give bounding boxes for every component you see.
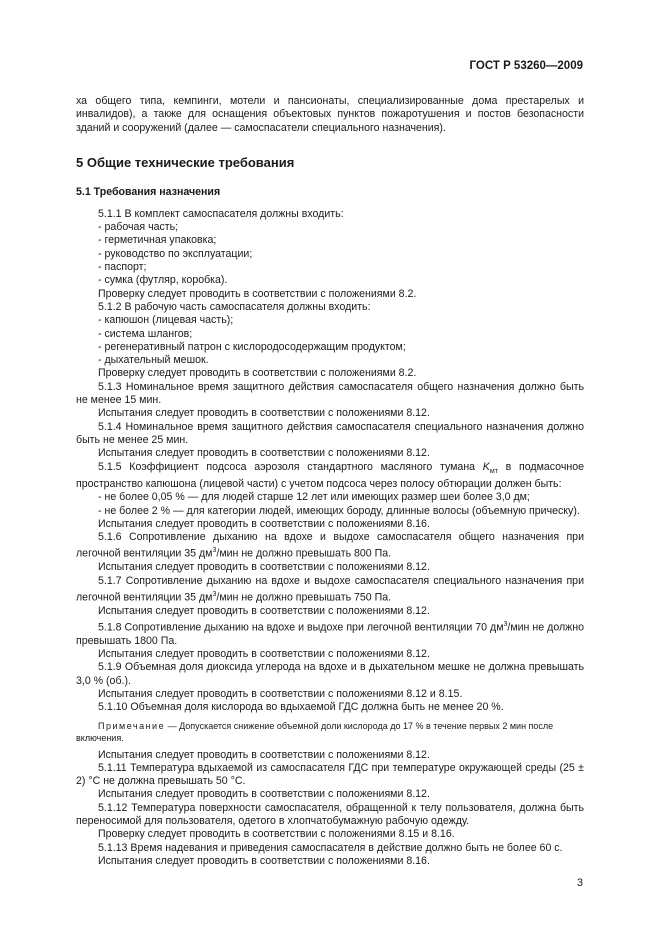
items-line: Проверку следует проводить в соответствии с положениями 8.2. (98, 367, 417, 380)
items-line: - паспорт; (98, 261, 147, 274)
items-line: - система шлангов; (98, 327, 193, 340)
items-line: 5.1.1 В комплект самоспасателя должны входить: (98, 207, 344, 220)
clause-5-1-7-test: Испытания следует проводить в соответствии с положениями 8.12. (98, 604, 430, 617)
items-line: - регенеративный патрон с кислородосодержащим продуктом; (98, 340, 406, 353)
clause-5-1-6-test: Испытания следует проводить в соответствии с положениями 8.12. (98, 561, 430, 574)
items-line: - герметичная упаковка; (98, 234, 217, 247)
items4-line: Испытания следует проводить в соответствии с положениями 8.12. (98, 788, 430, 801)
clauses-list-4 (76, 749, 584, 869)
items4-line: 5.1.13 Время надевания и приведения самоспасателя в действие должно быть не более 60 с. (98, 841, 563, 854)
clause-5-1-8-text-a: 5.1.8 Сопротивление дыханию на вдохе и выдохе при легочной вентиляции 70 дм (98, 621, 504, 634)
clause-5-1-8-text-b: /мин не должно превышать 1800 Па. (76, 621, 584, 647)
document-body (76, 95, 584, 868)
note-block (76, 720, 584, 744)
items2-line: - не более 2 % — для категории людей, имеющих бороду, длинные волосы (объемную прическу). (98, 504, 580, 517)
coefficient-subscript: мт (489, 467, 498, 475)
page-number: 3 (576, 877, 583, 889)
items-line: - капюшон (лицевая часть); (98, 314, 234, 327)
note-text: — Допускается снижение объемной доли кислорода до 17 % в течение первых 2 мин после включения. (76, 720, 554, 743)
clause-5-1-6-text-a: 5.1.6 Сопротивление дыханию на вдохе и выдохе самоспасателя общего назначения при легочной вентиляции 35 дм (76, 531, 584, 560)
clause-5-1-6-sup: 3 (212, 547, 217, 555)
items4-line: 5.1.11 Температура вдыхаемой из самоспасателя ГДС при температуре окружающей среды (25 ± 2) °С не должна превышать 50 °С. (76, 761, 584, 788)
items-line: Проверку следует проводить в соответствии с положениями 8.2. (98, 287, 417, 300)
items3-line: Испытания следует проводить в соответствии с положениями 8.12. (98, 648, 430, 661)
items-line: - рабочая часть; (98, 221, 179, 234)
standard-header: ГОСТ Р 53260—2009 (469, 60, 583, 72)
items-line: - дыхательный мешок. (98, 354, 209, 367)
clause-5-1-7 (76, 575, 584, 605)
clause-5-1-8 (76, 618, 584, 648)
clauses-list-1 (76, 208, 584, 461)
clause-5-1-5-text-a: 5.1.5 Коэффициент подсоса аэрозоля стандартного масляного тумана (98, 460, 483, 473)
clause-5-1-5 (76, 461, 584, 492)
clauses-list-3 (76, 648, 584, 714)
items-line: - сумка (футляр, коробка). (98, 274, 228, 287)
items4-line: Проверку следует проводить в соответствии с положениями 8.15 и 8.16. (98, 828, 455, 841)
section-title: 5 Общие технические требования (76, 154, 295, 170)
clause-5-1-6-text-b: /мин не должно превышать 800 Па. (216, 547, 392, 560)
intro-paragraph: ха общего типа, кемпинги, мотели и пансионаты, специализированные дома престарелых и инвалидов), а также для оснащения объектовых пунктов пожаротушения и постов безопасности зданий и сооружений (далее — самоспасатели специального назначения). (76, 95, 584, 134)
items-line: - руководство по эксплуатации; (98, 247, 253, 260)
items4-line: Испытания следует проводить в соответствии с положениями 8.16. (98, 854, 430, 867)
clause-5-1-5-text-b: в подмасочное пространство капюшона (лицевой части) с учетом подсоса через полосу обтюрации должен быть: (76, 460, 584, 490)
items-line: 5.1.3 Номинальное время защитного действия самоспасателя общего назначения должно быть не менее 15 мин. (76, 380, 584, 407)
note-label: Примечание (98, 720, 166, 731)
clause-5-1-6 (76, 531, 584, 561)
items-line: Испытания следует проводить в соответствии с положениями 8.12. (98, 447, 430, 460)
clause-5-1-7-text-a: 5.1.7 Сопротивление дыханию на вдохе и выдохе самоспасателя специального назначения при легочной вентиляции 35 дм (76, 574, 584, 604)
clause-5-1-7-text-b: /мин не должно превышать 750 Па. (216, 591, 392, 604)
items3-line: 5.1.10 Объемная доля кислорода во вдыхаемой ГДС должна быть не менее 20 %. (98, 701, 504, 714)
clause-5-1-8-sup: 3 (503, 620, 508, 628)
clauses-list-2 (76, 491, 584, 531)
coefficient-symbol: K (482, 460, 490, 473)
items4-line: 5.1.12 Температура поверхности самоспасателя, обращенной к телу пользователя, должна быть переносимой для пользователя, одетого в хлопчатобумажную рабочую одежду. (76, 801, 584, 828)
items4-line: Испытания следует проводить в соответствии с положениями 8.12. (98, 748, 430, 761)
clause-5-1-7-sup: 3 (212, 590, 217, 598)
items-line: Испытания следует проводить в соответствии с положениями 8.12. (98, 407, 430, 420)
items3-line: 5.1.9 Объемная доля диоксида углерода на вдохе и в дыхательном мешке не должна превышать 3,0 % (об.). (76, 661, 584, 687)
subsection-title: 5.1 Требования назначения (76, 185, 221, 198)
items2-line: Испытания следует проводить в соответствии с положениями 8.16. (98, 517, 430, 530)
items-line: 5.1.4 Номинальное время защитного действия самоспасателя специального назначения должно быть не менее 25 мин. (76, 420, 584, 446)
items-line: 5.1.2 В рабочую часть самоспасателя должны входить: (98, 300, 371, 313)
items2-line: - не более 0,05 % — для людей старше 12 лет или имеющих размер шеи более 3,0 дм; (98, 491, 530, 504)
items3-line: Испытания следует проводить в соответствии с положениями 8.12 и 8.15. (98, 687, 463, 700)
